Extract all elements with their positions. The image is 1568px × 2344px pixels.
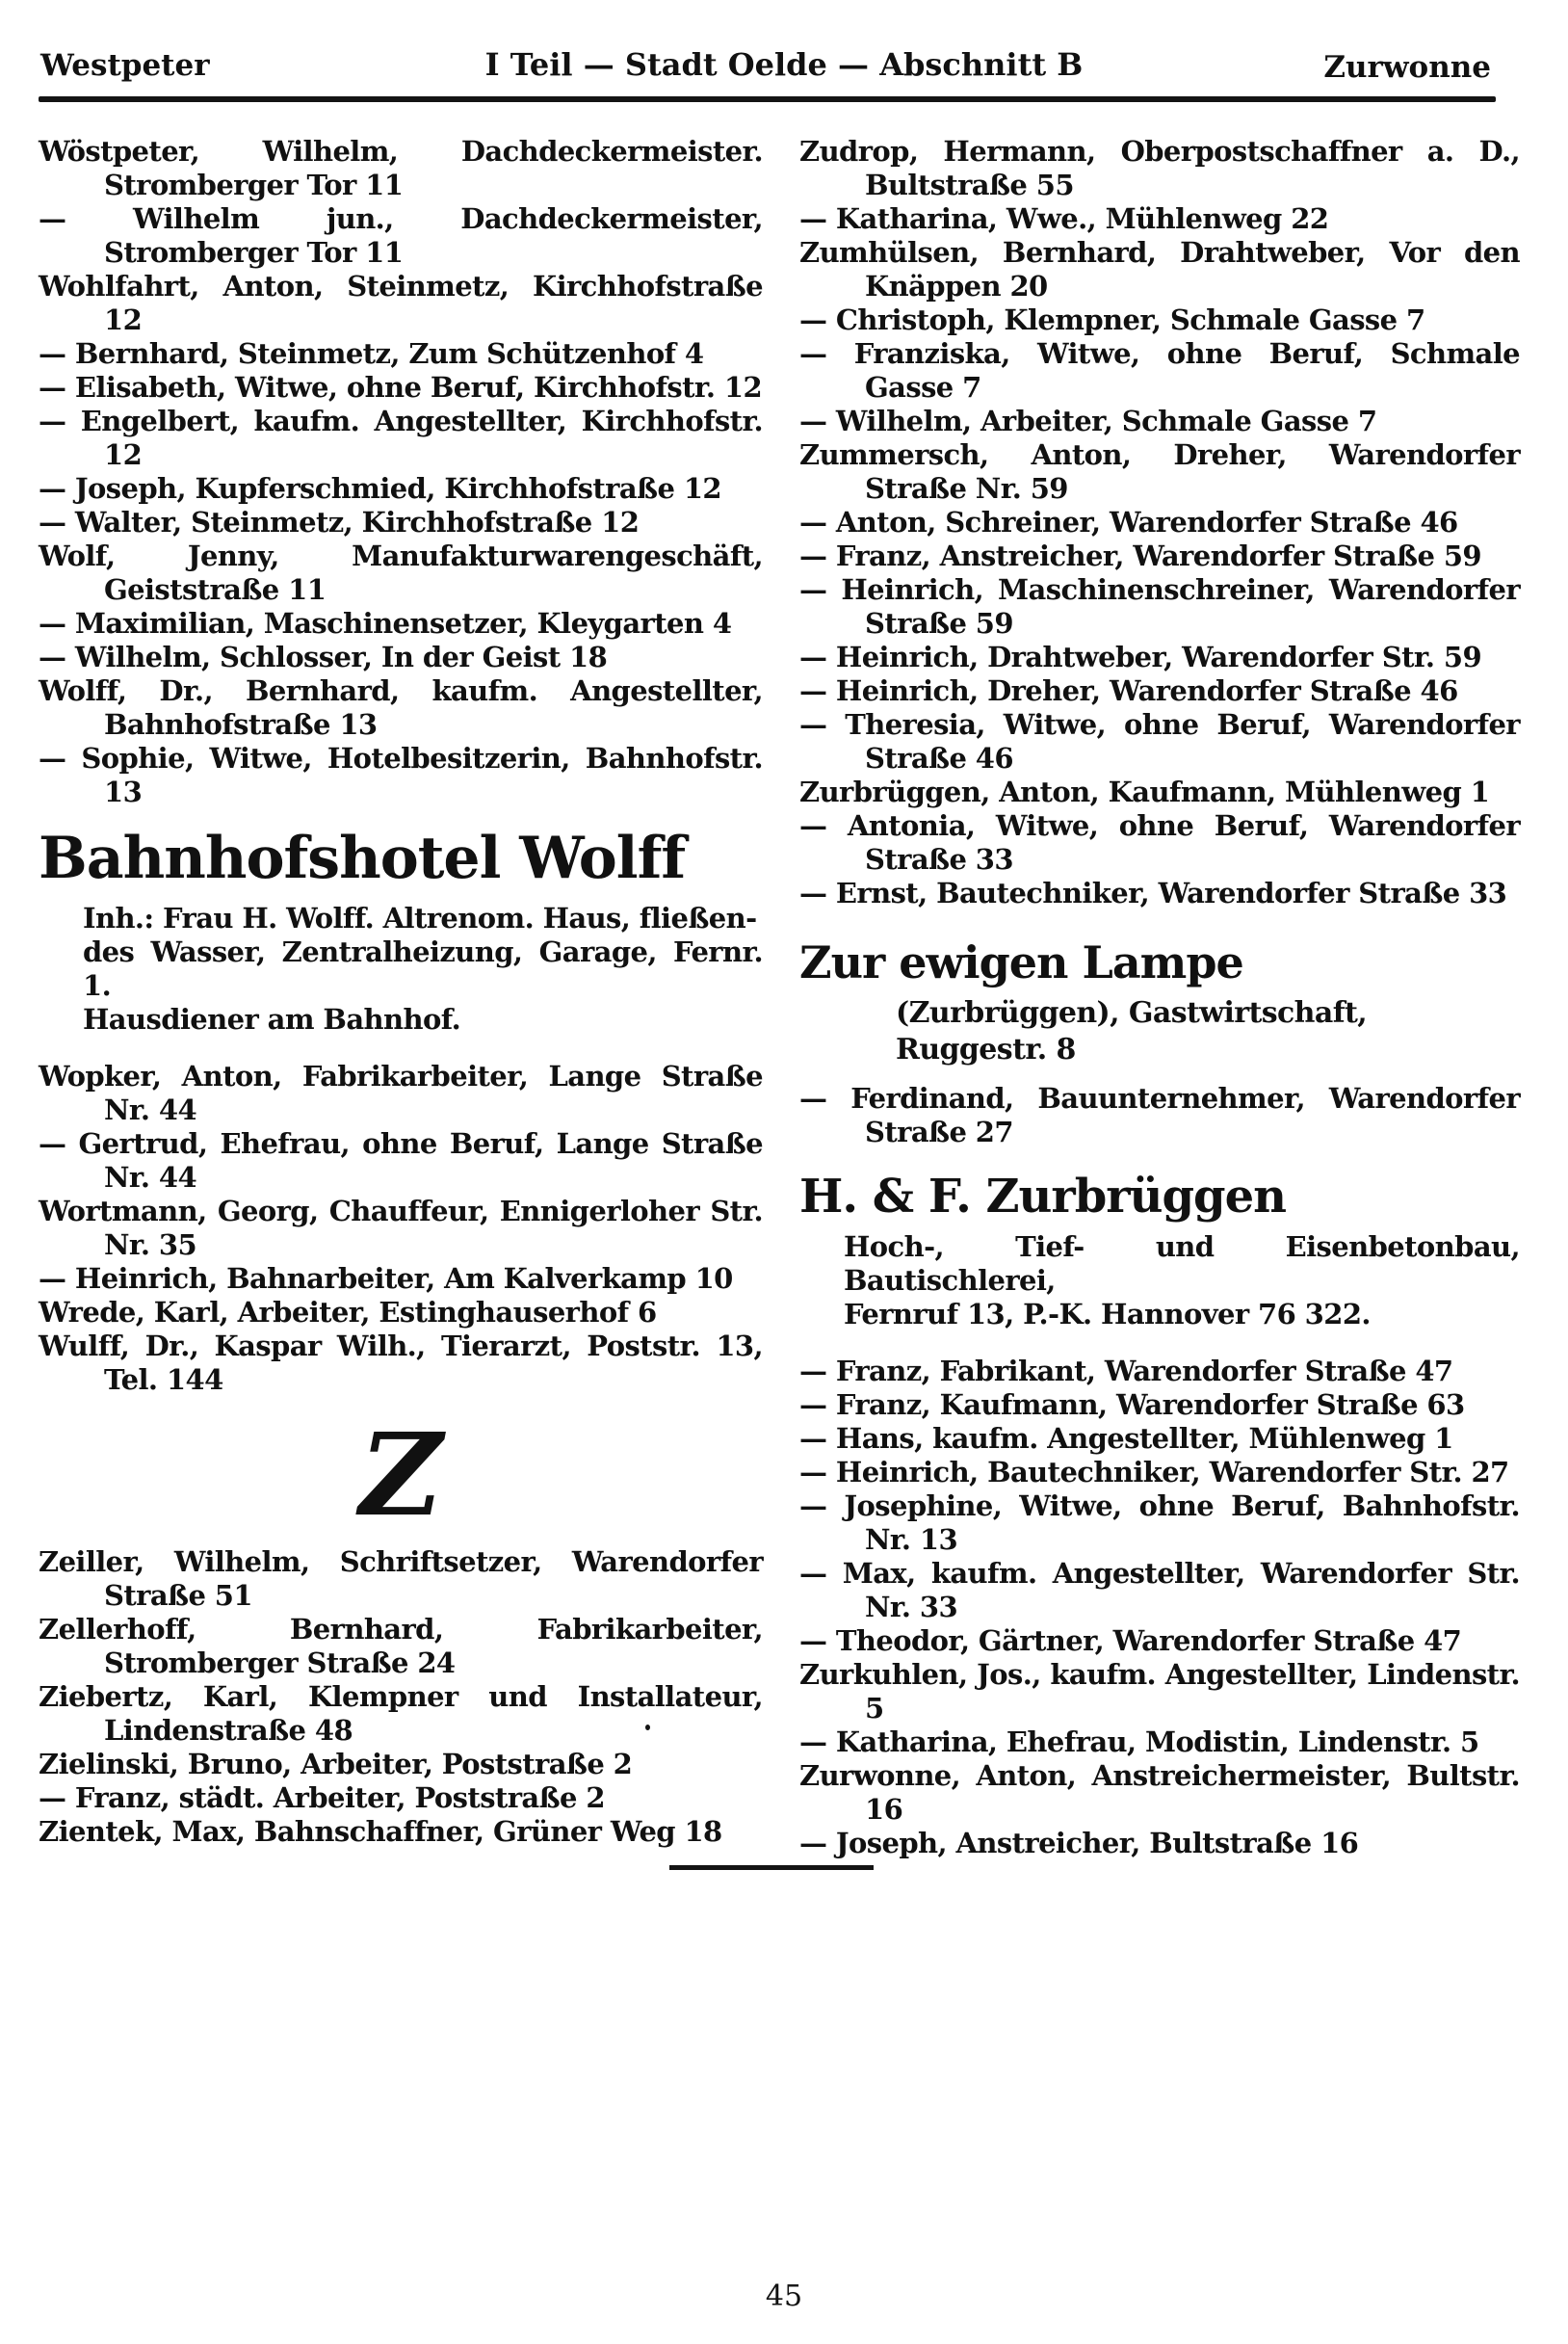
directory-entry: Zielinski, Bruno, Arbeiter, Poststraße 2 — [39, 1748, 633, 1780]
ad-h-f-zurbrueggen — [799, 1169, 1520, 1331]
header-title: I Teil — Stadt Oelde — Abschnitt B — [484, 46, 1084, 83]
page-number: 45 — [765, 2279, 803, 2313]
directory-entry: — Anton, Schreiner, Warendorfer Straße 46 — [799, 506, 1458, 539]
directory-entry: — Theodor, Gärtner, Warendorfer Straße 47 — [799, 1624, 1462, 1657]
directory-entry: — Joseph, Kupferschmied, Kirchhofstraße 12 — [39, 472, 721, 505]
directory-entry: — Christoph, Klempner, Schmale Gasse 7 — [799, 303, 1425, 336]
directory-entry: Zeiller, Wilhelm, Schriftsetzer, Warendorfer Straße 51 — [39, 1545, 763, 1612]
left-column — [39, 135, 763, 1849]
ad-body-line: Hoch-, Tief- und Eisenbetonbau, Bautischlerei, — [844, 1230, 1520, 1297]
directory-entry: Zellerhoff, Bernhard, Fabrikarbeiter, Stromberger Straße 24 — [39, 1613, 763, 1679]
directory-entry: — Heinrich, Bahnarbeiter, Am Kalverkamp 10 — [39, 1262, 733, 1295]
section-letter-z: Z — [359, 1408, 442, 1541]
directory-entry: — Engelbert, kaufm. Angestellter, Kirchhofstr. 12 — [39, 405, 763, 471]
directory-entry: Zumhülsen, Bernhard, Drahtweber, Vor den Knäppen 20 — [799, 236, 1520, 303]
directory-entry: Zummersch, Anton, Dreher, Warendorfer Straße Nr. 59 — [799, 438, 1520, 505]
directory-entry: Wöstpeter, Wilhelm, Dachdeckermeister. Stromberger Tor 11 — [39, 135, 763, 201]
directory-entry: — Franziska, Witwe, ohne Beruf, Schmale Gasse 7 — [799, 337, 1520, 404]
ad-body-line: Fernruf 13, P.-K. Hannover 76 322. — [844, 1298, 1371, 1330]
directory-entry: Wolff, Dr., Bernhard, kaufm. Angestellter, Bahnhofstraße 13 — [39, 674, 763, 741]
directory-entry: — Sophie, Witwe, Hotelbesitzerin, Bahnhofstr. 13 — [39, 742, 763, 808]
directory-entry: — Maximilian, Maschinensetzer, Kleygarten 4 — [39, 607, 732, 640]
header-guide-word-right: Zurwonne — [1323, 50, 1491, 85]
directory-entry: Zudrop, Hermann, Oberpostschaffner a. D., Bultstraße 55 — [799, 135, 1520, 201]
directory-entry: — Ferdinand, Bauunternehmer, Warendorfer Straße 27 — [799, 1082, 1520, 1148]
directory-entry: — Hans, kaufm. Angestellter, Mühlenweg 1 — [799, 1422, 1453, 1455]
directory-entry: — Josephine, Witwe, ohne Beruf, Bahnhofstr. Nr. 13 — [799, 1489, 1520, 1556]
directory-entry: Wohlfahrt, Anton, Steinmetz, Kirchhofstraße 12 — [39, 270, 763, 336]
ad-title: H. & F. Zurbrüggen — [799, 1170, 1287, 1224]
ad-body-line: des Wasser, Zentralheizung, Garage, Fernr. 1. — [83, 935, 763, 1002]
directory-entry: Wopker, Anton, Fabrikarbeiter, Lange Straße Nr. 44 — [39, 1060, 763, 1126]
directory-entry: — Heinrich, Dreher, Warendorfer Straße 46 — [799, 674, 1458, 707]
directory-entry: Zurbrüggen, Anton, Kaufmann, Mühlenweg 1 — [799, 776, 1490, 808]
directory-entry: Wolf, Jenny, Manufakturwarengeschäft, Geiststraße 11 — [39, 540, 763, 606]
directory-entry: Wulff, Dr., Kaspar Wilh., Tierarzt, Poststr. 13, Tel. 144 — [39, 1330, 763, 1396]
ad-body-line: Hausdiener am Bahnhof. — [83, 1003, 461, 1036]
ad-subtitle: (Zurbrüggen), Gastwirtschaft, Ruggestr. 8 — [896, 996, 1368, 1067]
directory-entry: — Heinrich, Maschinenschreiner, Warendorfer Straße 59 — [799, 573, 1520, 640]
ad-title: Bahnhofshotel Wolff — [39, 825, 686, 892]
directory-entry: — Franz, Kaufmann, Warendorfer Straße 63 — [799, 1388, 1465, 1421]
directory-entry: — Franz, Anstreicher, Warendorfer Straße 59 — [799, 540, 1481, 572]
directory-entry: — Elisabeth, Witwe, ohne Beruf, Kirchhofstr. 12 — [39, 371, 763, 404]
ink-speck — [645, 1725, 650, 1730]
right-column — [799, 135, 1520, 1860]
directory-entry: — Franz, Fabrikant, Warendorfer Straße 47 — [799, 1355, 1453, 1387]
directory-entry: — Antonia, Witwe, ohne Beruf, Warendorfer Straße 33 — [799, 809, 1520, 876]
directory-entry: — Katharina, Wwe., Mühlenweg 22 — [799, 202, 1329, 235]
directory-entry: Wortmann, Georg, Chauffeur, Ennigerloher Str. Nr. 35 — [39, 1195, 763, 1261]
directory-entry: Zurkuhlen, Jos., kaufm. Angestellter, Lindenstr. 5 — [799, 1658, 1520, 1725]
directory-entry: — Gertrud, Ehefrau, ohne Beruf, Lange Straße Nr. 44 — [39, 1127, 763, 1194]
ad-body — [39, 902, 763, 1037]
directory-entry: Zientek, Max, Bahnschaffner, Grüner Weg 18 — [39, 1815, 722, 1848]
directory-entry: — Max, kaufm. Angestellter, Warendorfer Str. Nr. 33 — [799, 1557, 1520, 1623]
ad-title: Zur ewigen Lampe — [799, 936, 1243, 988]
ad-bahnhofshotel-wolff — [39, 825, 763, 1037]
header-guide-word-left: Westpeter — [40, 48, 210, 83]
directory-entry: — Ernst, Bautechniker, Warendorfer Straße 33 — [799, 877, 1507, 909]
directory-entry: — Heinrich, Drahtweber, Warendorfer Str. 59 — [799, 641, 1482, 673]
directory-entry: — Wilhelm, Arbeiter, Schmale Gasse 7 — [799, 405, 1377, 437]
ad-body — [799, 1230, 1520, 1331]
directory-entry: — Theresia, Witwe, ohne Beruf, Warendorfer Straße 46 — [799, 708, 1520, 775]
directory-entry: — Wilhelm, Schlosser, In der Geist 18 — [39, 641, 608, 673]
directory-entry: — Franz, städt. Arbeiter, Poststraße 2 — [39, 1781, 605, 1814]
directory-entry: — Walter, Steinmetz, Kirchhofstraße 12 — [39, 506, 640, 539]
ad-body-line: Inh.: Frau H. Wolff. Altrenom. Haus, fließen- — [83, 902, 757, 935]
directory-entry: — Wilhelm jun., Dachdeckermeister, Stromberger Tor 11 — [39, 202, 763, 269]
ad-zur-ewigen-lampe — [799, 935, 1520, 1068]
directory-entry: — Bernhard, Steinmetz, Zum Schützenhof 4 — [39, 337, 704, 370]
directory-entry: Zurwonne, Anton, Anstreichermeister, Bultstr. 16 — [799, 1759, 1520, 1826]
directory-entry: — Heinrich, Bautechniker, Warendorfer Str. 27 — [799, 1456, 1509, 1488]
directory-entry: Ziebertz, Karl, Klempner und Installateur, Lindenstraße 48 — [39, 1680, 763, 1747]
directory-entry: — Joseph, Anstreicher, Bultstraße 16 — [799, 1827, 1359, 1859]
header-rule — [39, 96, 1496, 102]
directory-entry: Wrede, Karl, Arbeiter, Estinghauserhof 6 — [39, 1296, 657, 1329]
section-end-rule — [669, 1865, 874, 1870]
directory-entry: — Katharina, Ehefrau, Modistin, Lindenstr. 5 — [799, 1725, 1479, 1758]
